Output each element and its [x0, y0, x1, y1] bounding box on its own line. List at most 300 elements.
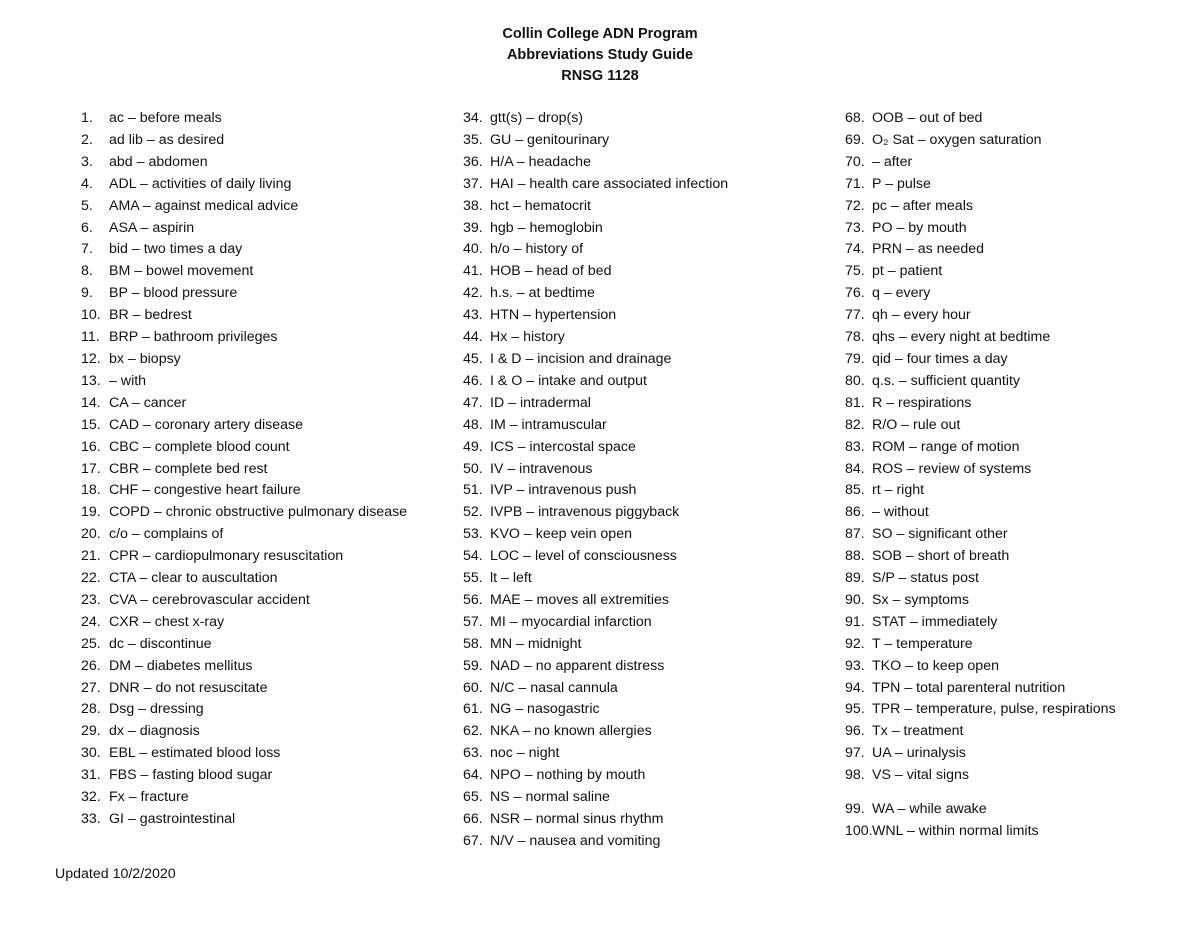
list-item [81, 590, 451, 612]
item-number: 88. [845, 548, 865, 565]
item-text: O₂ Sat – oxygen saturation [872, 131, 1042, 148]
item-number: 11. [81, 329, 100, 346]
list-item [81, 546, 451, 568]
item-number: 79. [845, 350, 865, 367]
item-number: 27. [81, 679, 101, 696]
item-text: pc – after meals [872, 197, 973, 214]
item-number: 8. [81, 263, 93, 280]
list-item [463, 174, 823, 196]
item-number: 100. [845, 823, 873, 839]
item-number: 80. [845, 372, 865, 389]
item-number: 55. [463, 570, 483, 587]
item-number: 21. [81, 548, 101, 565]
list-item [845, 524, 1175, 546]
item-number: 47. [463, 394, 483, 411]
item-text: MI – myocardial infarction [490, 613, 652, 630]
list-item [845, 721, 1175, 743]
item-text: Fx – fracture [109, 789, 189, 806]
list-item [81, 415, 451, 437]
item-text: pt – patient [872, 263, 943, 280]
list-item [845, 590, 1175, 612]
document-header [0, 24, 1200, 87]
item-text: UA – urinalysis [872, 745, 966, 762]
item-number: 54. [463, 548, 483, 565]
item-number: 52. [463, 504, 483, 521]
item-text: BR – bedrest [109, 307, 192, 324]
list-item [81, 261, 451, 283]
list-item [463, 327, 823, 349]
list-item [463, 108, 823, 130]
list-item [845, 415, 1175, 437]
item-text: – without [872, 504, 929, 521]
abbreviation-column-2 [463, 108, 823, 853]
list-item [81, 283, 451, 305]
item-number: 87. [845, 526, 865, 543]
item-text: I & D – incision and drainage [490, 350, 672, 367]
item-text: ROM – range of motion [872, 438, 1020, 455]
item-number: 51. [463, 482, 483, 499]
item-text: I & O – intake and output [490, 372, 647, 389]
item-text: STAT – immediately [872, 613, 998, 630]
item-number: 36. [463, 153, 483, 170]
item-text: lt – left [490, 570, 532, 587]
item-text: CVA – cerebrovascular accident [109, 591, 310, 608]
item-text: N/C – nasal cannula [490, 679, 618, 696]
item-text: EBL – estimated blood loss [109, 745, 281, 762]
item-text: – with [109, 372, 147, 389]
item-number: 71. [845, 175, 865, 192]
item-number: 62. [463, 723, 483, 740]
item-number: 14. [81, 394, 101, 411]
item-text: TPN – total parenteral nutrition [872, 679, 1066, 696]
item-text: – after [872, 153, 913, 170]
list-item [463, 152, 823, 174]
list-item [81, 678, 451, 700]
list-item [463, 283, 823, 305]
item-text: CAD – coronary artery disease [109, 416, 303, 433]
course-code: RNSG 1128 [561, 68, 639, 84]
list-item [845, 327, 1175, 349]
item-number: 57. [463, 613, 483, 630]
item-number: 1. [81, 110, 93, 126]
item-number: 64. [463, 767, 483, 784]
item-text: NSR – normal sinus rhythm [490, 811, 664, 827]
item-number: 3. [81, 153, 93, 170]
item-text: dc – discontinue [109, 635, 212, 652]
list-item [463, 743, 823, 765]
item-number: 20. [81, 526, 101, 543]
list-item [845, 743, 1175, 765]
item-number: 40. [463, 241, 483, 258]
list-item [81, 437, 451, 459]
item-number: 76. [845, 285, 865, 302]
list-item [845, 196, 1175, 218]
item-number: 37. [463, 175, 483, 192]
list-item [845, 502, 1175, 524]
item-text: SOB – short of breath [872, 548, 1010, 565]
list-item [81, 634, 451, 656]
item-number: 84. [845, 460, 865, 477]
item-text: qh – every hour [872, 307, 971, 324]
list-item [845, 261, 1175, 283]
program-title: Collin College ADN Program [502, 26, 698, 42]
item-number: 31. [81, 767, 101, 784]
list-item [463, 634, 823, 656]
item-text: noc – night [490, 745, 560, 762]
item-text: MN – midnight [490, 635, 582, 652]
item-text: HAI – health care associated infection [490, 175, 729, 192]
item-text: bx – biopsy [109, 350, 181, 367]
item-text: qhs – every night at bedtime [872, 329, 1051, 346]
item-text: CHF – congestive heart failure [109, 482, 301, 499]
item-text: c/o – complains of [109, 526, 224, 543]
abbreviation-column-3 [845, 108, 1175, 843]
item-text: DNR – do not resuscitate [109, 679, 268, 696]
list-item [81, 108, 451, 130]
list-item [81, 743, 451, 765]
item-text: R – respirations [872, 394, 972, 411]
list-item [81, 524, 451, 546]
item-text: CXR – chest x-ray [109, 613, 225, 630]
item-number: 22. [81, 570, 101, 587]
item-number: 42. [463, 285, 483, 302]
item-number: 86. [845, 504, 865, 521]
item-number: 53. [463, 526, 483, 543]
list-item [81, 787, 451, 809]
item-text: ID – intradermal [490, 394, 591, 411]
item-number: 74. [845, 241, 865, 258]
item-number: 43. [463, 307, 483, 324]
item-number: 2. [81, 131, 93, 148]
item-text: q.s. – sufficient quantity [872, 372, 1021, 389]
list-item [81, 612, 451, 634]
item-number: 16. [81, 438, 101, 455]
list-item [845, 437, 1175, 459]
item-text: GU – genitourinary [490, 131, 610, 148]
item-number: 9. [81, 285, 93, 302]
item-text: MAE – moves all extremities [490, 591, 669, 608]
list-item [845, 218, 1175, 240]
list-item [81, 218, 451, 240]
list-item [81, 721, 451, 743]
item-number: 10. [81, 307, 101, 324]
list-item [81, 327, 451, 349]
list-item [463, 239, 823, 261]
item-text: hct – hematocrit [490, 197, 591, 214]
list-item [463, 305, 823, 327]
list-item [463, 480, 823, 502]
item-text: N/V – nausea and vomiting [490, 832, 661, 849]
item-number: 63. [463, 745, 483, 762]
list-item [463, 371, 823, 393]
item-number: 91. [845, 613, 865, 630]
item-text: NPO – nothing by mouth [490, 767, 646, 784]
list-item [845, 546, 1175, 568]
item-number: 85. [845, 482, 865, 499]
item-text: TPR – temperature, pulse, respirations [872, 701, 1116, 718]
list-item [463, 393, 823, 415]
list-item [845, 765, 1175, 787]
list-item [81, 152, 451, 174]
list-item [81, 174, 451, 196]
list-item [463, 809, 823, 831]
item-number: 66. [463, 811, 483, 827]
item-text: SO – significant other [872, 526, 1008, 543]
item-number: 19. [81, 504, 101, 521]
item-text: H/A – headache [490, 153, 591, 170]
item-number: 89. [845, 570, 865, 587]
list-item [463, 459, 823, 481]
item-text: abd – abdomen [109, 153, 208, 170]
item-text: DM – diabetes mellitus [109, 657, 253, 674]
item-number: 58. [463, 635, 483, 652]
guide-title: Abbreviations Study Guide [506, 47, 694, 63]
list-item [463, 699, 823, 721]
item-number: 81. [845, 394, 865, 411]
list-item [463, 502, 823, 524]
item-text: BP – blood pressure [109, 285, 238, 302]
list-item [845, 568, 1175, 590]
item-text: IV – intravenous [490, 460, 593, 477]
list-item [845, 678, 1175, 700]
item-text: IVP – intravenous push [490, 482, 637, 499]
item-number: 83. [845, 438, 865, 455]
item-number: 45. [463, 350, 483, 367]
item-text: Hx – history [490, 329, 565, 346]
item-number: 49. [463, 438, 483, 455]
list-item [81, 502, 451, 524]
item-number: 95. [845, 701, 865, 718]
list-item [463, 546, 823, 568]
list-item [845, 283, 1175, 305]
item-text: BRP – bathroom privileges [109, 329, 278, 346]
item-text: S/P – status post [872, 570, 979, 587]
item-text: dx – diagnosis [109, 723, 200, 740]
item-number: 35. [463, 131, 483, 148]
list-item [81, 305, 451, 327]
list-item [81, 568, 451, 590]
item-text: CBC – complete blood count [109, 438, 290, 455]
list-item [845, 152, 1175, 174]
list-item [81, 699, 451, 721]
item-number: 25. [81, 635, 101, 652]
item-text: LOC – level of consciousness [490, 548, 677, 565]
item-number: 61. [463, 701, 483, 718]
list-item [81, 809, 451, 831]
item-text: T – temperature [872, 635, 973, 652]
item-text: CPR – cardiopulmonary resuscitation [109, 548, 344, 565]
item-number: 59. [463, 657, 483, 674]
item-number: 48. [463, 416, 483, 433]
item-number: 77. [845, 307, 865, 324]
item-number: 67. [463, 832, 483, 849]
list-item [845, 821, 1175, 843]
list-item [845, 480, 1175, 502]
list-item [845, 305, 1175, 327]
item-number: 5. [81, 197, 93, 214]
item-number: 12. [81, 350, 101, 367]
item-number: 44. [463, 329, 483, 346]
item-number: 97. [845, 745, 865, 762]
item-number: 32. [81, 789, 101, 806]
item-text: ad lib – as desired [109, 131, 225, 148]
item-text: h/o – history of [490, 241, 584, 258]
item-number: 60. [463, 679, 483, 696]
item-text: TKO – to keep open [872, 657, 999, 674]
list-item [845, 174, 1175, 196]
list-item [463, 196, 823, 218]
item-number: 72. [845, 197, 865, 214]
list-item [845, 634, 1175, 656]
list-item [81, 656, 451, 678]
item-number: 6. [81, 219, 93, 236]
item-number: 28. [81, 701, 101, 718]
list-item [81, 371, 451, 393]
item-text: ICS – intercostal space [490, 438, 636, 455]
item-text: OOB – out of bed [872, 110, 983, 126]
item-number: 78. [845, 329, 865, 346]
item-number: 96. [845, 723, 865, 740]
list-item [463, 721, 823, 743]
item-number: 68. [845, 110, 865, 126]
list-item [463, 568, 823, 590]
item-number: 90. [845, 591, 865, 608]
item-number: 15. [81, 416, 101, 433]
item-number: 93. [845, 657, 865, 674]
item-text: NKA – no known allergies [490, 723, 652, 740]
list-item [845, 799, 1175, 821]
item-text: IVPB – intravenous piggyback [490, 504, 680, 521]
item-number: 39. [463, 219, 483, 236]
list-item [463, 524, 823, 546]
item-text: ADL – activities of daily living [109, 175, 292, 192]
item-number: 18. [81, 482, 101, 499]
item-text: BM – bowel movement [109, 263, 254, 280]
item-text: q – every [872, 285, 931, 302]
item-text: hgb – hemoglobin [490, 219, 603, 236]
list-item [81, 765, 451, 787]
list-item [81, 130, 451, 152]
item-number: 69. [845, 131, 865, 148]
item-text: ROS – review of systems [872, 460, 1032, 477]
item-text: ac – before meals [109, 110, 222, 126]
item-text: GI – gastrointestinal [109, 811, 236, 827]
list-item [463, 656, 823, 678]
item-text: WA – while awake [872, 801, 987, 818]
list-item [845, 612, 1175, 634]
list-item [463, 678, 823, 700]
item-text: PO – by mouth [872, 219, 967, 236]
list-gap [845, 787, 1175, 799]
item-text: P – pulse [872, 175, 931, 192]
item-number: 56. [463, 591, 483, 608]
item-number: 98. [845, 767, 865, 784]
item-text: gtt(s) – drop(s) [490, 110, 584, 126]
item-number: 82. [845, 416, 865, 433]
item-text: CTA – clear to auscultation [109, 570, 278, 587]
item-text: qid – four times a day [872, 350, 1008, 367]
list-item [845, 349, 1175, 371]
list-item [463, 130, 823, 152]
list-item [463, 765, 823, 787]
item-text: KVO – keep vein open [490, 526, 632, 543]
item-text: HOB – head of bed [490, 263, 612, 280]
item-number: 92. [845, 635, 865, 652]
item-text: ASA – aspirin [109, 219, 195, 236]
updated-date: Updated 10/2/2020 [55, 866, 176, 882]
item-text: CA – cancer [109, 394, 187, 411]
list-item [463, 590, 823, 612]
list-item [81, 349, 451, 371]
item-text: Tx – treatment [872, 723, 964, 740]
item-number: 38. [463, 197, 483, 214]
item-text: Sx – symptoms [872, 591, 969, 608]
item-number: 50. [463, 460, 483, 477]
item-number: 41. [463, 263, 483, 280]
item-text: rt – right [872, 482, 925, 499]
item-text: VS – vital signs [872, 767, 969, 784]
item-number: 26. [81, 657, 101, 674]
list-item [463, 787, 823, 809]
list-item [81, 459, 451, 481]
item-number: 99. [845, 801, 865, 818]
item-text: Dsg – dressing [109, 701, 204, 718]
list-item [463, 261, 823, 283]
list-item [463, 437, 823, 459]
item-number: 30. [81, 745, 101, 762]
item-text: HTN – hypertension [490, 307, 617, 324]
item-number: 70. [845, 153, 865, 170]
list-item [463, 612, 823, 634]
item-number: 24. [81, 613, 101, 630]
list-item [463, 349, 823, 371]
item-text: IM – intramuscular [490, 416, 607, 433]
abbreviation-column-1 [81, 108, 451, 831]
item-text: WNL – within normal limits [872, 823, 1039, 839]
list-item [845, 130, 1175, 152]
item-text: NAD – no apparent distress [490, 657, 665, 674]
item-text: CBR – complete bed rest [109, 460, 268, 477]
list-item [463, 218, 823, 240]
item-number: 65. [463, 789, 483, 806]
list-item [463, 831, 823, 853]
list-item [845, 371, 1175, 393]
item-number: 23. [81, 591, 101, 608]
list-item [81, 196, 451, 218]
item-number: 73. [845, 219, 865, 236]
list-item [845, 656, 1175, 678]
item-text: bid – two times a day [109, 241, 243, 258]
list-item [845, 108, 1175, 130]
item-number: 13. [81, 372, 101, 389]
item-text: COPD – chronic obstructive pulmonary disease [109, 504, 408, 521]
item-text: R/O – rule out [872, 416, 961, 433]
item-text: NS – normal saline [490, 789, 610, 806]
list-item [845, 239, 1175, 261]
item-number: 29. [81, 723, 101, 740]
item-number: 17. [81, 460, 101, 477]
list-item [81, 393, 451, 415]
item-text: FBS – fasting blood sugar [109, 767, 273, 784]
item-number: 4. [81, 175, 93, 192]
list-item [81, 239, 451, 261]
item-number: 46. [463, 372, 483, 389]
item-text: NG – nasogastric [490, 701, 600, 718]
list-item [845, 393, 1175, 415]
item-text: PRN – as needed [872, 241, 984, 258]
item-number: 34. [463, 110, 483, 126]
list-item [81, 480, 451, 502]
